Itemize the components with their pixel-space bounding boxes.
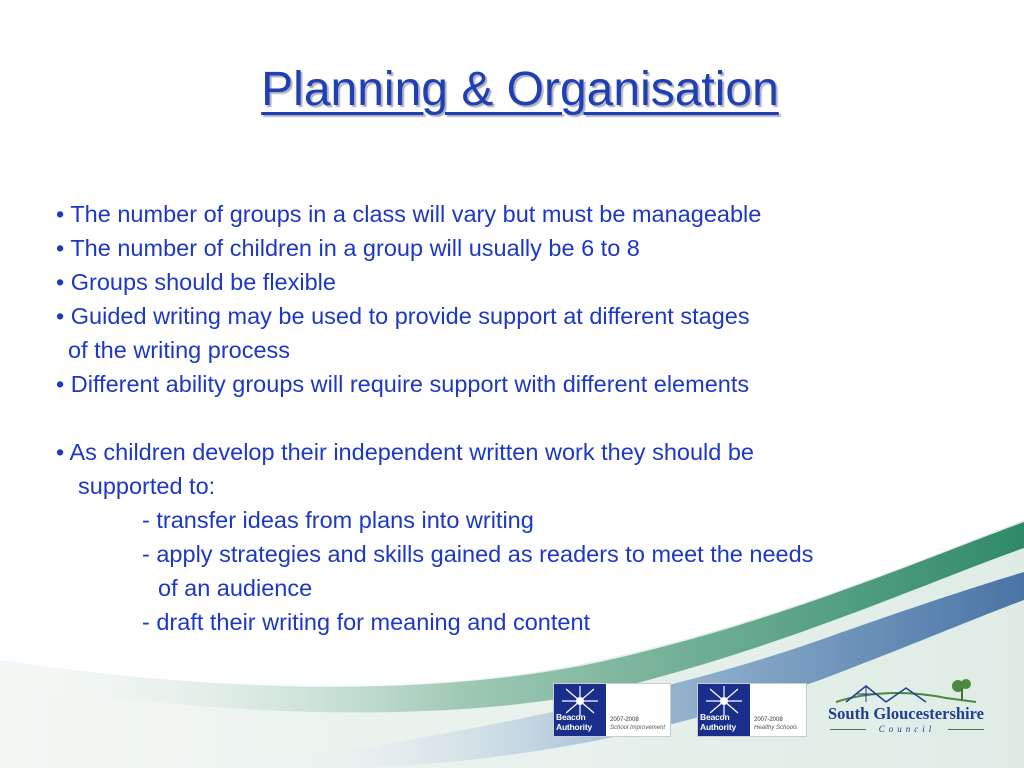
- beacon-authority-logo-healthy-schools: [697, 683, 807, 737]
- sub-item: - apply strategies and skills gained as readers to meet the needs: [142, 541, 814, 567]
- council-name: South Gloucestershire: [828, 704, 984, 723]
- beacon-scheme-panel: [606, 684, 670, 736]
- beacon-star-panel: [554, 684, 606, 736]
- bullet-item: • The number of children in a group will usually be 6 to 8: [56, 235, 640, 261]
- bullet-continuation: supported to:: [78, 473, 216, 499]
- bullet-list: [56, 197, 996, 639]
- beacon-years: 2007-2008: [754, 717, 783, 723]
- bullet-continuation: of the writing process: [68, 337, 291, 363]
- bullet-item: • The number of groups in a class will vary but must be manageable: [56, 201, 762, 227]
- beacon-scheme-panel: [750, 684, 806, 736]
- landscape-icon: [826, 676, 986, 706]
- slide-title: Planning & Organisation: [261, 63, 779, 116]
- beacon-years: 2007-2008: [610, 717, 639, 723]
- beacon-scheme: Healthy Schools: [754, 725, 798, 731]
- divider: [830, 729, 866, 730]
- beacon-brand-text: Beacon Authority: [700, 712, 736, 732]
- bullet-item: • Different ability groups will require support with different elements: [56, 371, 750, 397]
- beacon-scheme: School Improvement: [610, 725, 666, 731]
- council-subtitle: Council: [878, 724, 936, 734]
- beacon-star-panel: [698, 684, 750, 736]
- bullet-item: • As children develop their independent written work they should be: [56, 439, 754, 465]
- sub-item: - draft their writing for meaning and content: [142, 609, 591, 635]
- beacon-authority-logo-school-improvement: [553, 683, 671, 737]
- divider: [948, 729, 984, 730]
- beacon-brand-text: Beacon Authority: [556, 712, 592, 732]
- bullet-item: • Groups should be flexible: [56, 269, 336, 295]
- south-gloucestershire-council-logo: [826, 676, 986, 740]
- sub-item-continuation: of an audience: [158, 575, 313, 601]
- bullet-item: • Guided writing may be used to provide support at different stages: [56, 303, 750, 329]
- sub-item: - transfer ideas from plans into writing: [142, 507, 534, 533]
